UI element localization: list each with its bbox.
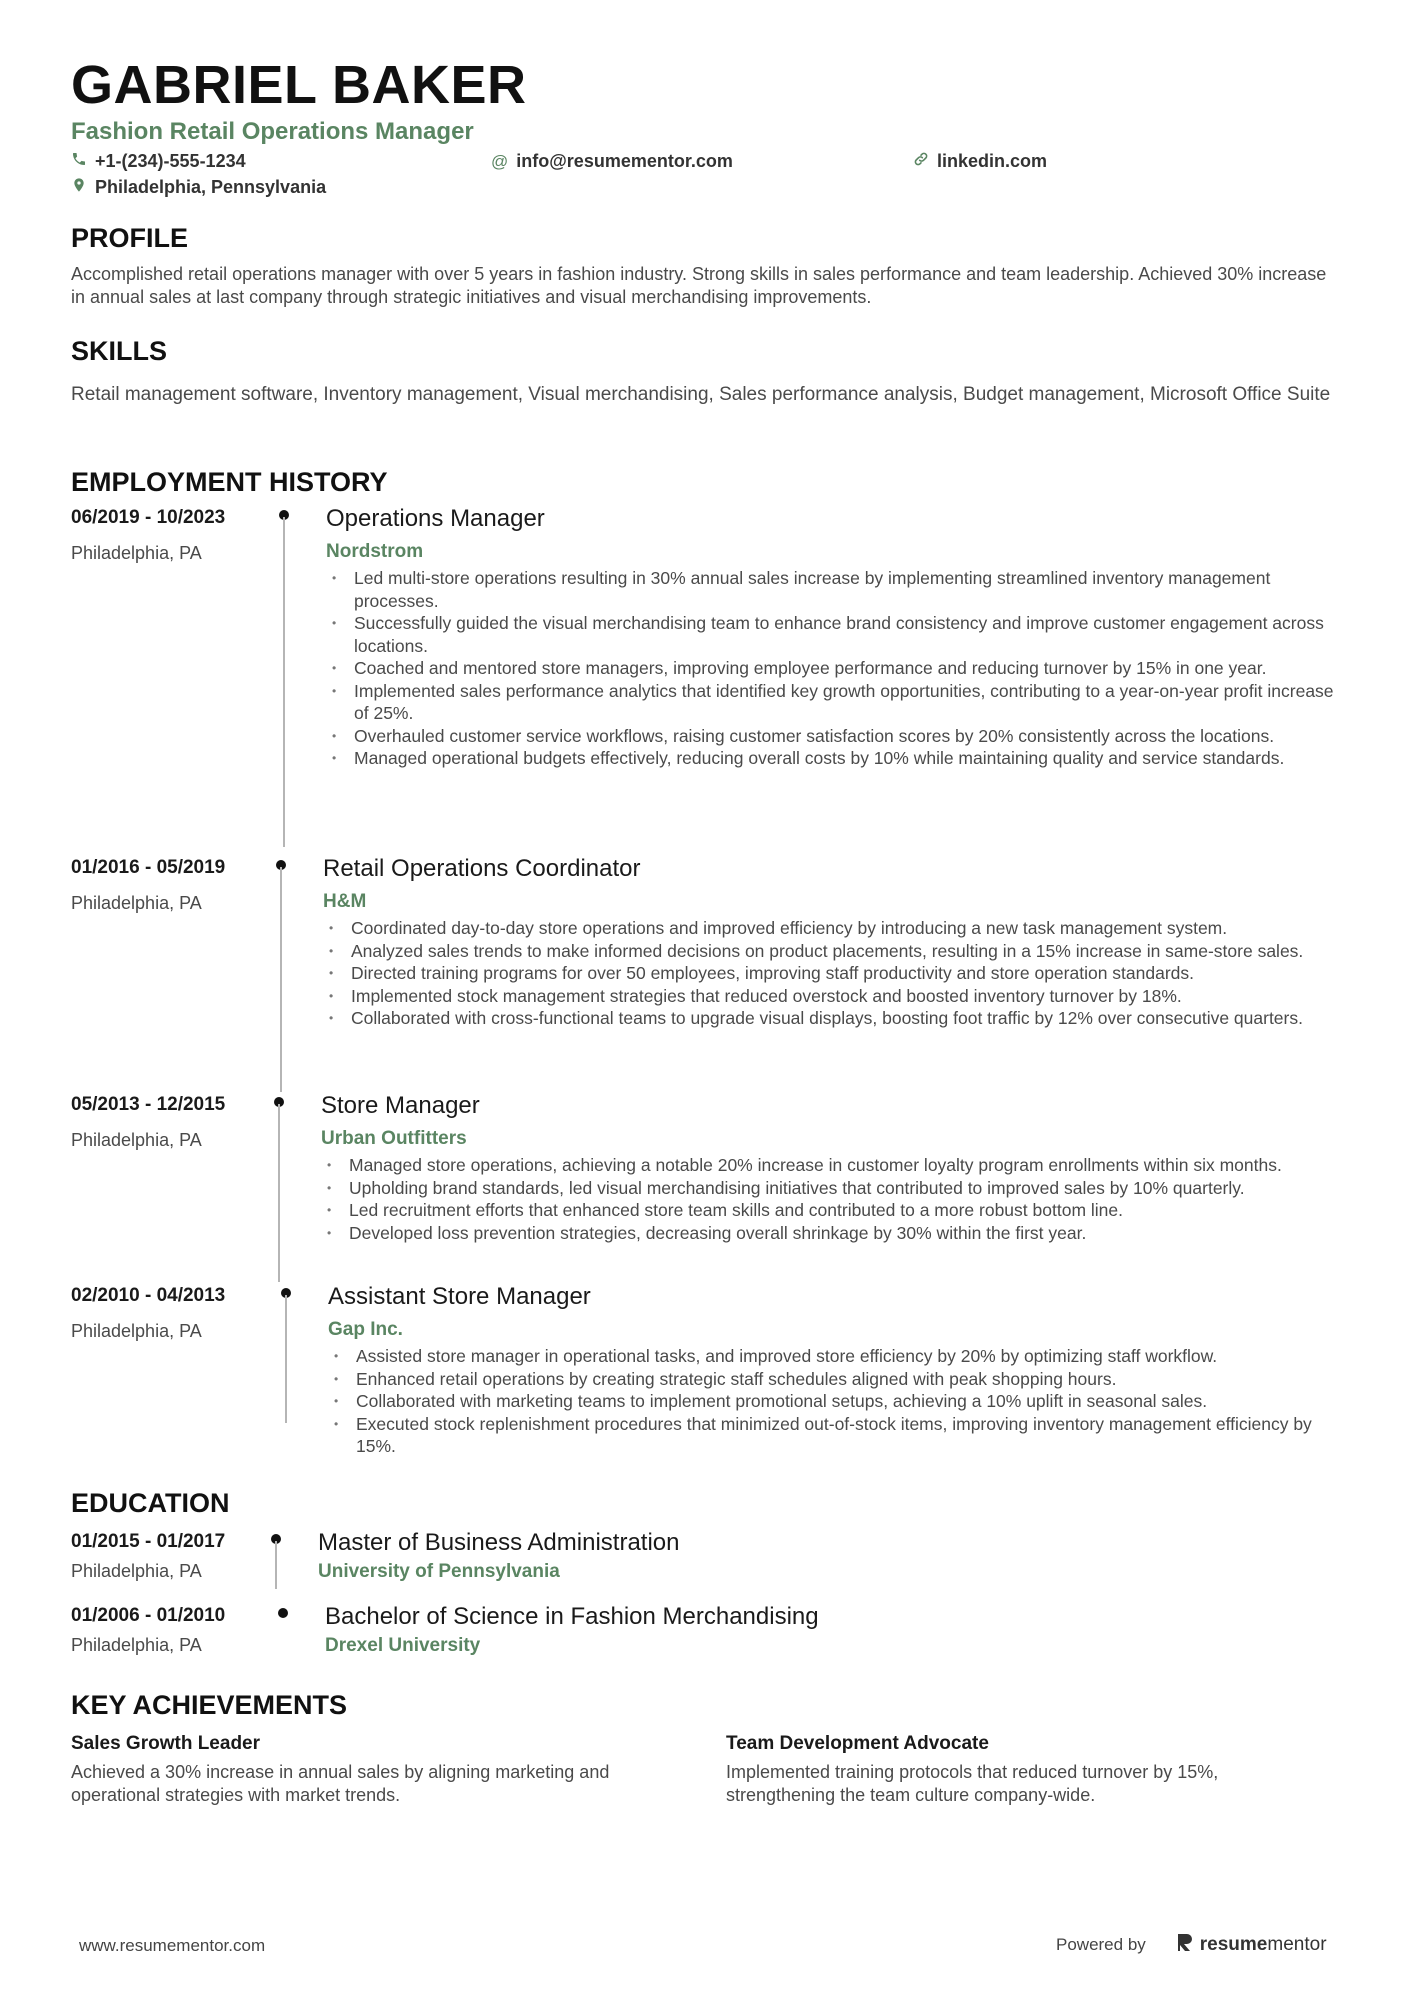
skills-text: Retail management software, Inventory management, Visual merchandising, Sales performance analysis, Budget management, Microsoft Office Suite — [71, 384, 1331, 405]
job-entry — [71, 1094, 1341, 1274]
job-company: Nordstrom — [326, 541, 424, 562]
job-bullet: • Overhauled customer service workflows, raising customer satisfaction scores by 20% consistently across the locations. — [326, 725, 1336, 748]
job-bullet: • Led recruitment efforts that enhanced store team skills and contributed to a more robust bottom line. — [321, 1199, 1331, 1222]
timeline-line — [280, 867, 282, 1092]
job-bullet: • Assisted store manager in operational tasks, and improved store efficiency by 20% by optimizing staff workflow. — [328, 1345, 1338, 1368]
job-bullet: • Executed stock replenishment procedures that minimized out-of-stock items, improving inventory management efficiency by 15%. — [328, 1413, 1338, 1458]
brand-name-bold: resume — [1199, 1934, 1268, 1955]
achievement-title: Sales Growth Leader — [71, 1733, 261, 1754]
edu-dates: 01/2015 - 01/2017 — [71, 1531, 226, 1552]
job-role: Operations Manager — [326, 505, 545, 532]
job-bullet: • Coached and mentored store managers, improving employee performance and reducing turnover by 15% in one year. — [326, 657, 1336, 680]
job-entry — [71, 857, 1341, 1087]
edu-dates: 01/2006 - 01/2010 — [71, 1605, 226, 1626]
job-bullet: • Implemented sales performance analytics that identified key growth opportunities, contributing to a year-on-year profit increase of 25%. — [326, 680, 1336, 725]
job-bullet: • Collaborated with marketing teams to implement promotional setups, achieving a 10% uplift in seasonal sales. — [328, 1390, 1338, 1413]
timeline-line — [278, 1104, 280, 1282]
profile-heading: PROFILE — [71, 223, 189, 253]
job-role: Store Manager — [321, 1092, 480, 1119]
timeline-dot — [278, 1608, 288, 1618]
job-bullet: • Led multi-store operations resulting in 30% annual sales increase by implementing streamlined inventory management processes. — [326, 567, 1336, 612]
job-location: Philadelphia, PA — [71, 543, 202, 563]
edu-location: Philadelphia, PA — [71, 1561, 202, 1581]
job-dates: 06/2019 - 10/2023 — [71, 507, 226, 528]
job-role: Assistant Store Manager — [328, 1283, 591, 1310]
contact-linkedin — [913, 151, 1047, 172]
job-bullets — [321, 1154, 1331, 1244]
job-dates: 01/2016 - 05/2019 — [71, 857, 226, 878]
job-bullet: • Developed loss prevention strategies, decreasing overall shrinkage by 30% within the first year. — [321, 1222, 1331, 1245]
job-location: Philadelphia, PA — [71, 1321, 202, 1341]
job-dates: 02/2010 - 04/2013 — [71, 1285, 226, 1306]
job-company: Urban Outfitters — [321, 1128, 467, 1149]
brand-logo[interactable] — [1176, 1932, 1327, 1958]
education-entry — [71, 1531, 1341, 1591]
job-bullet: • Coordinated day-to-day store operations and improved efficiency by introducing a new task management system. — [323, 917, 1333, 940]
job-bullets — [323, 917, 1333, 1030]
timeline-line — [285, 1295, 287, 1423]
candidate-name: GABRIEL BAKER — [71, 55, 527, 115]
achievement-item — [726, 1733, 1326, 1807]
skills-heading: SKILLS — [71, 336, 168, 366]
achievements-heading: KEY ACHIEVEMENTS — [71, 1690, 348, 1720]
link-icon — [913, 151, 929, 172]
job-bullet: • Managed operational budgets effectively, reducing overall costs by 10% while maintaining quality and service standards. — [326, 747, 1336, 770]
resumementor-logo-icon — [1176, 1932, 1194, 1958]
location-text: Philadelphia, Pennsylvania — [95, 177, 327, 197]
job-role: Retail Operations Coordinator — [323, 855, 641, 882]
education-entry — [71, 1605, 1341, 1665]
job-dates: 05/2013 - 12/2015 — [71, 1094, 226, 1115]
achievement-desc: Achieved a 30% increase in annual sales by aligning marketing and operational strategies with market trends. — [71, 1762, 610, 1805]
phone-text: +1-(234)-555-1234 — [95, 151, 246, 171]
job-title: Fashion Retail Operations Manager — [71, 118, 474, 145]
achievement-item — [71, 1733, 671, 1807]
job-location: Philadelphia, PA — [71, 893, 202, 913]
contact-email — [491, 151, 733, 172]
edu-school: Drexel University — [325, 1635, 481, 1656]
job-bullet: • Enhanced retail operations by creating strategic staff schedules aligned with peak shopping hours. — [328, 1368, 1338, 1391]
timeline-line — [283, 517, 285, 847]
job-bullet: • Implemented stock management strategies that reduced overstock and boosted inventory turnover by 18%. — [323, 985, 1333, 1008]
phone-icon — [71, 151, 87, 172]
footer-branding — [1056, 1932, 1327, 1958]
job-entry — [71, 1285, 1341, 1485]
job-company: Gap Inc. — [328, 1319, 403, 1340]
job-bullets — [326, 567, 1336, 770]
achievement-desc: Implemented training protocols that reduced turnover by 15%, strengthening the team culture company-wide. — [726, 1762, 1219, 1805]
education-heading: EDUCATION — [71, 1488, 230, 1518]
job-bullet: • Collaborated with cross-functional teams to upgrade visual displays, boosting foot traffic by 12% over consecutive quarters. — [323, 1007, 1333, 1030]
contact-location — [71, 177, 326, 198]
linkedin-text[interactable]: linkedin.com — [937, 151, 1048, 171]
edu-degree: Master of Business Administration — [318, 1529, 680, 1556]
email-text[interactable]: info@resumementor.com — [516, 151, 733, 171]
job-bullet: • Successfully guided the visual merchandising team to enhance brand consistency and improve customer engagement across locations. — [326, 612, 1336, 657]
job-bullet: • Analyzed sales trends to make informed decisions on product placements, resulting in a 15% increase in same-store sales. — [323, 940, 1333, 963]
profile-text: Accomplished retail operations manager with over 5 years in fashion industry. Strong skills in sales performance and team leadership. Achieved 30% increase in annual sales at last company through strategic initiatives and visual merchandising improvements. — [71, 264, 1327, 307]
contact-phone — [71, 151, 246, 172]
job-bullet: • Upholding brand standards, led visual merchandising initiatives that contributed to improved sales by 10% quarterly. — [321, 1177, 1331, 1200]
job-bullets — [328, 1345, 1338, 1458]
employment-heading: EMPLOYMENT HISTORY — [71, 467, 388, 497]
location-pin-icon — [71, 177, 87, 198]
job-entry — [71, 507, 1341, 842]
timeline-line — [275, 1541, 277, 1589]
powered-by-label: Powered by — [1056, 1935, 1146, 1954]
brand-name-light: mentor — [1267, 1934, 1327, 1955]
achievement-title: Team Development Advocate — [726, 1733, 989, 1754]
job-location: Philadelphia, PA — [71, 1130, 202, 1150]
edu-degree: Bachelor of Science in Fashion Merchandising — [325, 1603, 819, 1630]
at-icon: @ — [491, 151, 509, 171]
edu-location: Philadelphia, PA — [71, 1635, 202, 1655]
edu-school: University of Pennsylvania — [318, 1561, 560, 1582]
job-bullet: • Directed training programs for over 50 employees, improving staff productivity and store operation standards. — [323, 962, 1333, 985]
job-company: H&M — [323, 891, 367, 912]
job-bullet: • Managed store operations, achieving a notable 20% increase in customer loyalty program enrollments within six months. — [321, 1154, 1331, 1177]
footer-website[interactable]: www.resumementor.com — [79, 1936, 266, 1955]
